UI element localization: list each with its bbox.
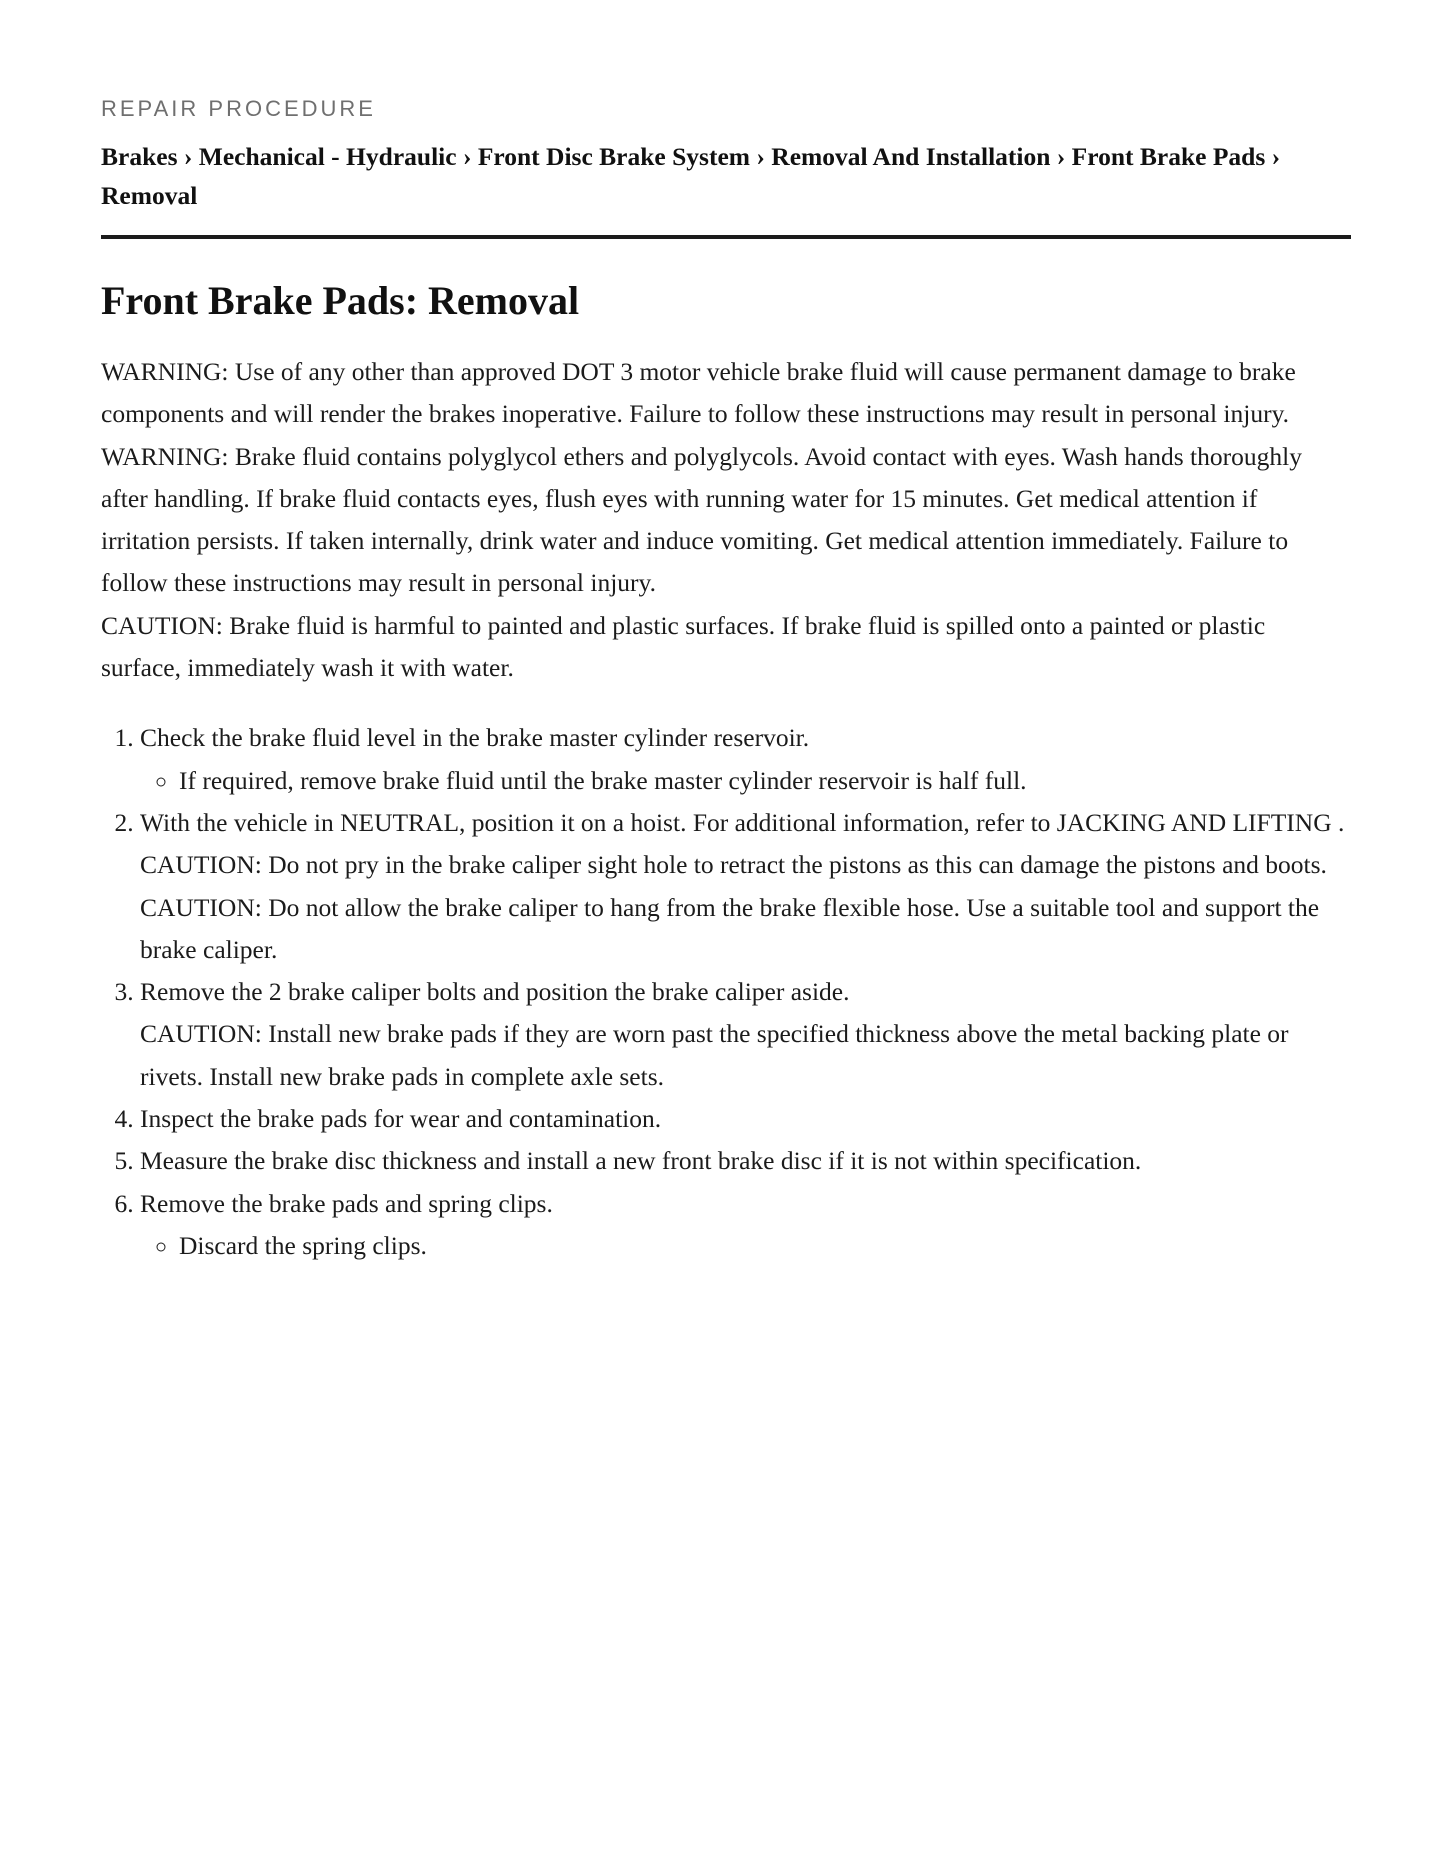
breadcrumb-item[interactable]: Mechanical - Hydraulic xyxy=(198,142,457,171)
procedure-step xyxy=(140,717,1351,802)
procedure-step xyxy=(140,1098,1351,1140)
procedure-step xyxy=(140,971,1351,1098)
breadcrumb-item-current: Removal xyxy=(101,181,198,210)
page-title: Front Brake Pads: Removal xyxy=(101,278,580,323)
caution-note: CAUTION: Do not pry in the brake caliper sight hole to retract the pistons as this can damage the pistons and boots. xyxy=(140,850,1327,880)
step-text: Remove the brake pads and spring clips. xyxy=(140,1188,553,1218)
breadcrumb-item[interactable]: Front Brake Pads xyxy=(1071,142,1266,171)
step-text: Measure the brake disc thickness and install a new front brake disc if it is not within specification. xyxy=(140,1146,1142,1176)
step-substeps xyxy=(140,1225,1351,1267)
breadcrumb-separator: › xyxy=(462,142,478,171)
breadcrumb-separator: › xyxy=(1271,142,1281,171)
breadcrumb-item[interactable]: Removal And Installation xyxy=(771,142,1051,171)
caution-note: CAUTION: Brake fluid is harmful to painted and plastic surfaces. If brake fluid is spilled onto a painted or plastic surface, immediately wash it with water. xyxy=(101,610,1266,683)
section-kicker: REPAIR PROCEDURE xyxy=(101,96,376,121)
breadcrumb-separator: › xyxy=(756,142,772,171)
step-text: Remove the 2 brake caliper bolts and position the brake caliper aside. xyxy=(140,977,850,1007)
procedure-step xyxy=(140,802,1351,971)
breadcrumb-separator: › xyxy=(1056,142,1072,171)
step-text: With the vehicle in NEUTRAL, position it on a hoist. For additional information, refer to JACKING AND LIFTING . xyxy=(140,807,1345,837)
procedure-step xyxy=(140,1183,1351,1268)
procedure-steps xyxy=(101,717,1351,1267)
caution-note: CAUTION: Install new brake pads if they are worn past the specified thickness above the metal backing plate or rivets. Install new brake pads in complete axle sets. xyxy=(140,1019,1289,1091)
warning-note: WARNING: Use of any other than approved DOT 3 motor vehicle brake fluid will cause permanent damage to brake components and will render the brakes inoperative. Failure to follow these instructions may result in personal injury. xyxy=(101,357,1296,429)
safety-notes xyxy=(101,351,1351,689)
procedure-step xyxy=(140,1140,1351,1182)
document-page xyxy=(101,95,1351,1267)
breadcrumb-item[interactable]: Front Disc Brake System xyxy=(477,142,751,171)
step-text: Inspect the brake pads for wear and contamination. xyxy=(140,1104,662,1134)
breadcrumb-separator: › xyxy=(183,142,199,171)
step-substeps xyxy=(140,760,1351,802)
warning-note: WARNING: Brake fluid contains polyglycol ethers and polyglycols. Avoid contact with eyes. Wash hands thoroughly after handling. If brake fluid contacts eyes, flush eyes with running water for 15 minutes. Get medical attention if irritation persists. If taken internally, drink water and induce vomiting. Get medical attention immediately. Failure to follow these instructions may result in personal injury. xyxy=(101,441,1302,598)
breadcrumb-item[interactable]: Brakes xyxy=(101,142,178,171)
substep: ◦ Discard the spring clips. xyxy=(179,1225,1351,1267)
step-text: Check the brake fluid level in the brake master cylinder reservoir. xyxy=(140,723,810,753)
breadcrumb xyxy=(101,137,1351,239)
caution-note: CAUTION: Do not allow the brake caliper to hang from the brake flexible hose. Use a suitable tool and support the brake caliper. xyxy=(140,892,1320,964)
substep: ◦ If required, remove brake fluid until the brake master cylinder reservoir is half full. xyxy=(179,760,1351,802)
